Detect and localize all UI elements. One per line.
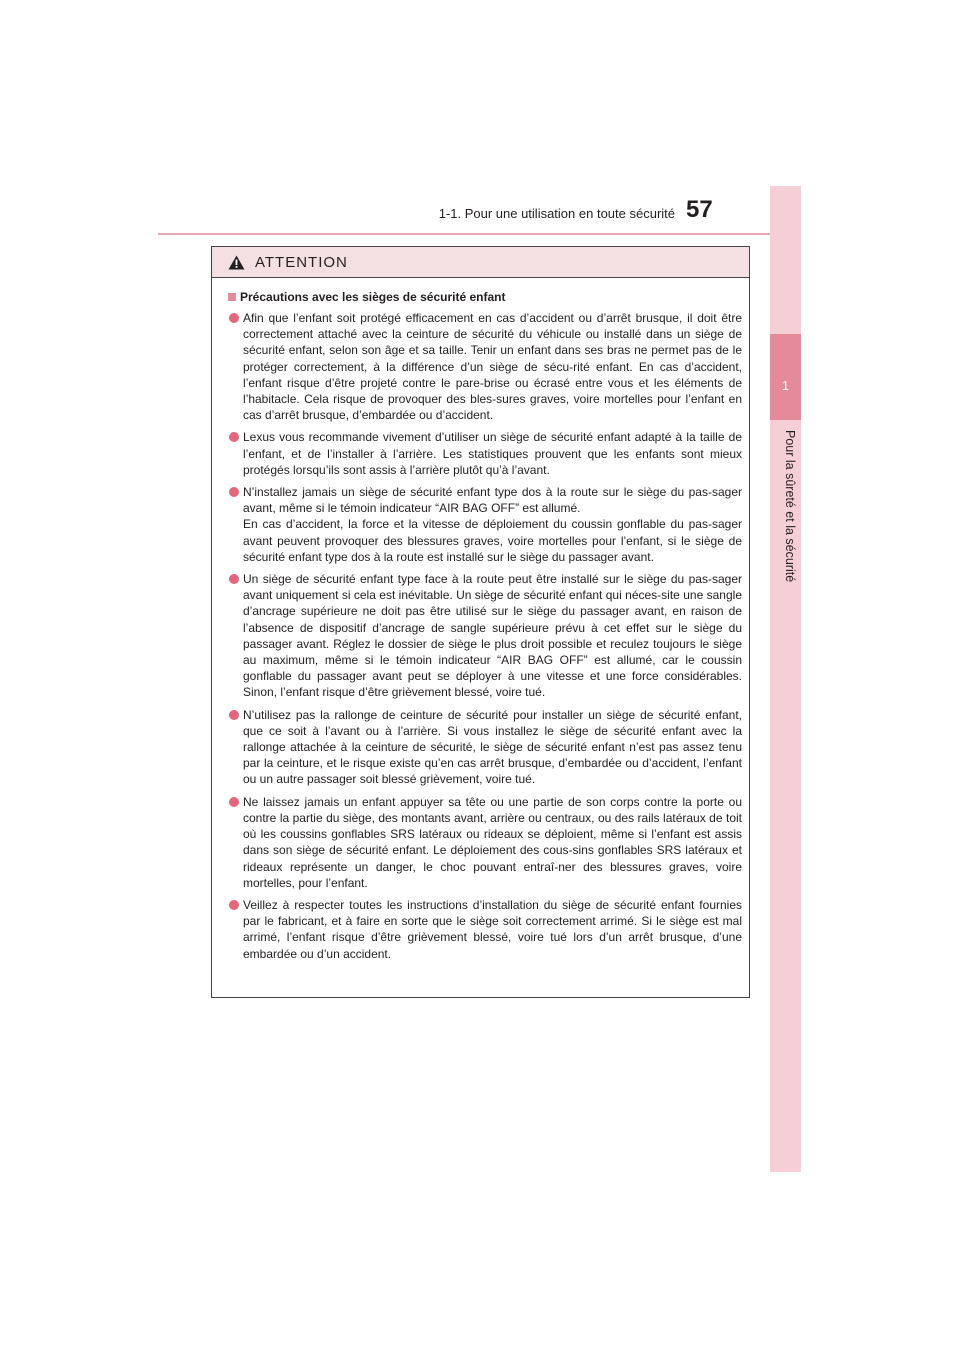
warning-header	[212, 247, 749, 278]
list-item	[228, 897, 742, 962]
warning-subheading	[228, 290, 742, 304]
bullet-icon	[229, 710, 239, 720]
list-item-text: N’utilisez pas la rallonge de ceinture de sécurité pour installer un siège de sécurité enfant, que ce soit à l’avant ou à l’arrière. Si vous installez le siège de sécurité enfant avec la rallonge attachée à la ceinture de sécurité, le siège de sécurité enfant n’est pas assez tenu par la ceinture, et le risque existe qu’en cas arrêt brusque, d’embardée ou d’accident, l’enfant ou un autre passager soit blessé grièvement, voire tué.	[243, 707, 742, 787]
square-bullet-icon	[228, 293, 236, 301]
bullet-icon	[229, 487, 239, 497]
header-divider	[158, 233, 800, 235]
subheading-text: Précautions avec les sièges de sécurité enfant	[240, 290, 506, 304]
list-item	[228, 707, 742, 788]
bullet-icon	[229, 797, 239, 807]
bullet-icon	[229, 313, 239, 323]
warning-body	[212, 278, 749, 962]
page-number: 57	[686, 196, 713, 223]
list-item-text: Lexus vous recommande vivement d’utiliser un siège de sécurité enfant adapté à la taille de l’enfant, et de l’installer à l’arrière. Les statistiques prouvent que les enfants sont mieux protégés lorsqu’ils sont assis à l’arrière plutôt qu’à l’avant.	[243, 430, 742, 477]
warning-title: ATTENTION	[255, 253, 348, 271]
list-item-text: Afin que l’enfant soit protégé efficacement en cas d’accident ou d’arrêt brusque, il doit être correctement attaché avec la ceinture de sécurité du véhicule ou installé dans un siège de sécurité enfant, selon son âge et sa taille. Tenir un enfant dans ses bras ne permet pas de le protéger correctement, à la différence d’un siège de sécu-rité enfant. En cas d’accident, l’enfant risque d’être projeté contre le pare-brise ou écrasé entre vous et les éléments de l’habitacle. Cela risque de provoquer des bles-sures graves, voire mortelles pour l’enfant en cas d’arrêt brusque, d’embardée ou d’accident.	[243, 311, 742, 423]
list-item	[228, 571, 742, 701]
chapter-number: 1	[781, 378, 790, 393]
section-title: 1-1. Pour une utilisation en toute sécurité	[438, 206, 675, 221]
list-item	[228, 429, 742, 478]
list-item-text: N’installez jamais un siège de sécurité enfant type dos à la route sur le siège du pas-sager avant, même si le témoin indicateur “AIR BAG OFF” est allumé.	[243, 485, 742, 516]
list-item-text: Un siège de sécurité enfant type face à la route peut être installé sur le siège du pas-sager avant uniquement si cela est inévitable. Un siège de sécurité enfant qui néces-site une sangle d’ancrage supérieure ne doit pas être utilisé sur le siège du passager avant, en raison de l’absence de dispositif d’ancrage de sangle supérieure prévu à cet effet sur le siège du passager avant. Réglez le dossier de siège le plus droit possible et reculez toujours le siège au maximum, même si le témoin indicateur “AIR BAG OFF” est allumé, car le coussin gonflable du passager avant peut se déployer à une vitesse et une force considérables. Sinon, l’enfant risque d’être grièvement blessé, voire tué.	[243, 572, 742, 700]
bullet-icon	[229, 432, 239, 442]
list-item-text: Veillez à respecter toutes les instructions d’installation du siège de sécurité enfant fournies par le fabricant, et à faire en sorte que le siège soit correctement arrimé. Si le siège est mal arrimé, l’enfant risque d’être grièvement blessé, voire tué lors d’un arrêt brusque, d’une embardée ou d’un accident.	[243, 897, 742, 961]
bullet-icon	[229, 574, 239, 584]
warning-box	[211, 246, 750, 998]
list-item	[228, 484, 742, 565]
warning-triangle-icon	[228, 255, 245, 270]
list-item-text: Ne laissez jamais un enfant appuyer sa tête ou une partie de son corps contre la porte ou contre la partie du siège, des montants avant, arrière ou centraux, ou des rails latéraux de toit où les coussins gonflables SRS latéraux ou rideaux se déploient, même si l’enfant est assis dans son siège de sécurité enfant. Le déploiement des cous-sins gonflables SRS latéraux et rideaux représente un danger, le choc pouvant entraî-ner des blessures graves, voire mortelles, pour l’enfant.	[243, 794, 742, 890]
list-item	[228, 794, 742, 891]
bullet-icon	[229, 900, 239, 910]
list-item	[228, 310, 742, 423]
list-item-text-continued: En cas d’accident, la force et la vitesse de déploiement du coussin gonflable du pas-sager avant peuvent provoquer des blessures graves, voire mortelles pour l’enfant, si le siège de sécurité enfant type dos à la route est installé sur le siège du passager avant.	[243, 517, 742, 564]
chapter-tab-marker	[770, 334, 801, 420]
chapter-title: Pour la sûreté et la sécurité	[783, 430, 797, 583]
